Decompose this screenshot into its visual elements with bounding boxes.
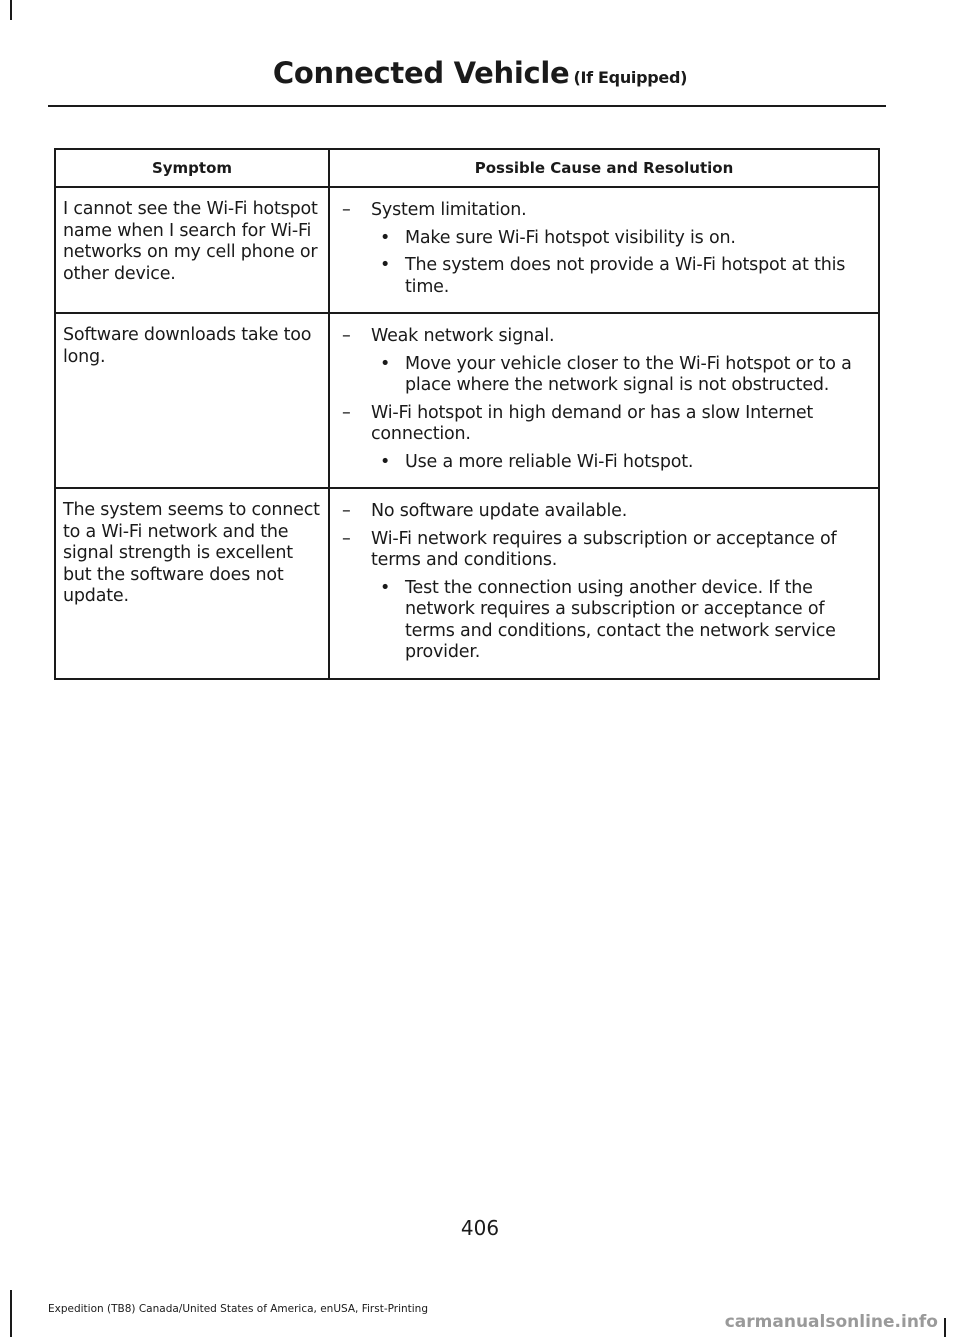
bullet-mark: • [380,451,391,472]
page-header [0,56,960,90]
page-number: 406 [460,1216,500,1240]
table-row [55,488,879,679]
section-title: Connected Vehicle [272,56,570,90]
cause-cell [329,313,879,488]
crop-mark-bottom-left [10,1290,12,1337]
symptom-cell: The system seems to connect to a Wi-Fi network and the signal strength is excellent but the software does not update. [55,488,329,679]
resolution-text: Move your vehicle closer to the Wi-Fi hotspot or to a place where the network signal is not obstructed. [405,353,852,395]
resolution-item [342,228,874,250]
cause-item [342,326,874,348]
dash-mark: – [342,528,351,549]
cause-text: Wi-Fi network requires a subscription or acceptance of terms and conditions. [371,528,837,570]
bullet-mark: • [380,577,391,598]
resolution-item [342,452,874,474]
crop-mark-bottom-right [944,1318,946,1337]
bullet-mark: • [380,227,391,248]
dash-mark: – [342,501,351,521]
resolution-text: Use a more reliable Wi-Fi hotspot. [405,451,694,472]
resolution-item [342,578,874,664]
bullet-mark: • [380,353,391,374]
section-subtitle: (If Equipped) [573,68,688,87]
cause-text: Wi-Fi hotspot in high demand or has a slow Internet connection. [371,402,814,444]
bullet-mark: • [380,255,391,275]
symptom-cell: Software downloads take too long. [55,313,329,488]
cause-item [342,501,874,523]
cause-cell [329,187,879,313]
dash-mark: – [342,326,351,346]
table-header-row [55,149,879,187]
resolution-text: Test the connection using another device. If the network requires a subscription or acceptance of terms and conditions, contact the network service provider. [405,577,836,662]
dash-mark: – [342,402,351,423]
watermark: carmanualsonline.info [724,1312,938,1332]
dash-mark: – [342,200,351,220]
header-divider [48,105,886,107]
resolution-text: The system does not provide a Wi-Fi hotspot at this time. [405,255,846,297]
resolution-item [342,354,874,397]
cause-text: Weak network signal. [371,326,555,346]
cause-item [342,403,874,446]
edition-footer: Expedition (TB8) Canada/United States of America, enUSA, First-Printing [48,1303,429,1315]
column-header-symptom: Symptom [55,149,329,187]
cause-text: System limitation. [371,200,527,220]
symptom-cell: I cannot see the Wi-Fi hotspot name when I search for Wi-Fi networks on my cell phone or other device. [55,187,329,313]
column-header-cause: Possible Cause and Resolution [329,149,879,187]
crop-mark-top-left [10,0,12,20]
table-row [55,187,879,313]
troubleshooting-table [54,148,880,680]
resolution-text: Make sure Wi-Fi hotspot visibility is on. [405,227,736,248]
table-row [55,313,879,488]
cause-cell [329,488,879,679]
cause-item [342,200,874,222]
cause-item [342,529,874,572]
cause-text: No software update available. [371,501,628,521]
resolution-item [342,255,874,298]
